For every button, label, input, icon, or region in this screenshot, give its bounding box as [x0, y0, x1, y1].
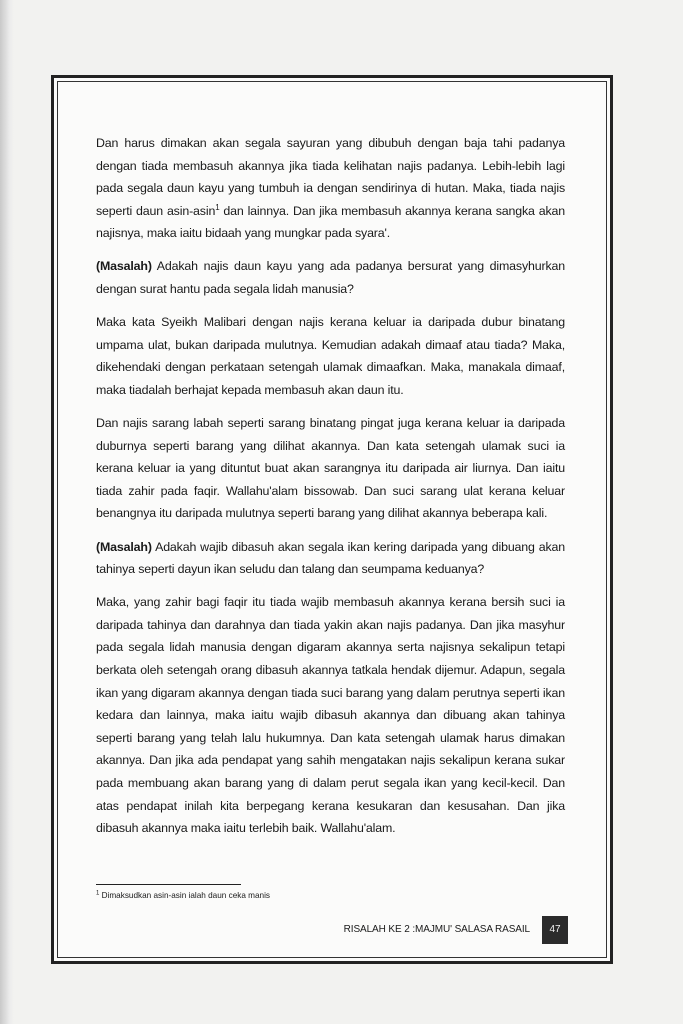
masalah-label: (Masalah) [96, 259, 152, 274]
paragraph-5-text: Adakah wajib dibasuh akan segala ikan kering daripada yang dibuang akan tahinya seperti dayun ikan seludu dan talang dan seumpama keduanya? [96, 539, 565, 577]
footnote-reference: 1 [215, 202, 220, 212]
paragraph-1-text-b: dan lainnya. Dan jika membasuh akannya kerana sangka akan najisnya, maka iaitu bidaah yang mungkar pada syara'. [96, 203, 565, 241]
paragraph-6-text: Maka, yang zahir bagi faqir itu tiada wajib membasuh akannya kerana bersih suci ia daripada tahinya dan darahnya dan tiada yakin akan najis padanya. Dan jika masyhur pada segala lidah manusia dengan digaram akannya serta najisnya sekalipun tetapi berkata oleh setengah orang dibasuh akannya tatkala hendak dijemur. Adapun, segala ikan yang digaram akannya dengan tiada suci barang yang dalam perutnya seperti ikan kedara dan lainnya, maka iaitu wajib dibasuh akannya dan dibuang akan tahinya seperti barang yang telah lalu hukumnya. Dan kata setengah ulamak harus dimakan akannya. Dan jika ada pendapat yang sahih mengatakan najis sekalipun kerana sukar pada membuang akan barang yang di dalam perut segala ikan yang kecil-kecil. Dan atas pendapat inilah kita berpegang kerana kesukaran dan kesusahan. Dan jika dibasuh akannya maka iaitu terlebih baik. Wallahu'alam. [96, 595, 565, 836]
paragraph-5 [96, 536, 565, 581]
paragraph-6 [96, 591, 565, 840]
main-text [96, 132, 565, 850]
paragraph-2-text: Adakah najis daun kayu yang ada padanya bersurat yang dimasyhurkan dengan surat hantu pada segala lidah manusia? [96, 259, 565, 297]
paragraph-1-text-a: Dan harus dimakan akan segala sayuran yang dibubuh dengan baja tahi padanya dengan tiada membasuh akannya jika tiada kelihatan najis padanya. Lebih-lebih lagi pada segala daun kayu yang tumbuh ia dengan sendirinya di hutan. Maka, tiada najis seperti daun asin-asin [96, 136, 565, 218]
paragraph-4-text: Dan najis sarang labah seperti sarang binatang pingat juga kerana keluar ia daripada duburnya seperti barang yang dilihat akannya. Dan kata setengah ulamak suci ia kerana keluar ia yang dituntut buat akan sarangnya itu daripada air liurnya. Dan iaitu tiada zahir pada faqir. Wallahu'alam bissowab. Dan suci sarang ulat kerana keluar benangnya itu daripada mulutnya seperti barang yang dilihat akannya beberapa kali. [96, 416, 565, 521]
footnote [96, 891, 270, 900]
paragraph-3 [96, 311, 565, 401]
footnote-divider [96, 884, 241, 885]
paragraph-2 [96, 255, 565, 300]
paragraph-1 [96, 132, 565, 245]
paragraph-3-text: Maka kata Syeikh Malibari dengan najis kerana keluar ia daripada dubur binatang umpama ulat, bukan daripada mulutnya. Kemudian adakah dimaaf atau tiada? Maka, dikehendaki dengan perkataan setengah ulamak dimaafkan. Maka, manakala dimaaf, maka tiadalah berhajat kepada membasuh akan daun itu. [96, 315, 565, 397]
page-number: 47 [542, 916, 568, 944]
running-title: RISALAH KE 2 :MAJMU' SALASA RASAIL [343, 924, 530, 935]
masalah-label: (Masalah) [96, 539, 152, 554]
footnote-marker: 1 [96, 890, 100, 897]
paragraph-4 [96, 412, 565, 525]
footnote-text: Dimaksudkan asin-asin ialah daun ceka manis [99, 891, 271, 900]
page-edge-shadow [0, 0, 14, 1024]
